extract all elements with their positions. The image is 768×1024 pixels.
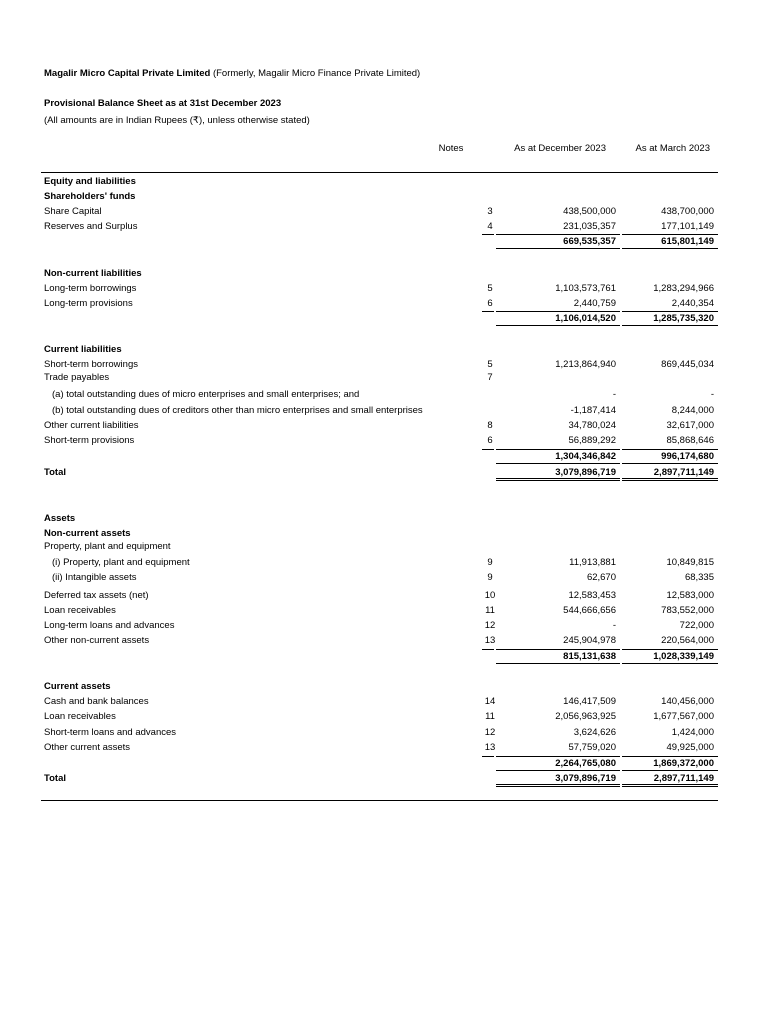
row-label: (a) total outstanding dues of micro enterprises and small enterprises; and	[52, 389, 360, 400]
row-label: Share Capital	[44, 206, 102, 217]
subtotal-rule-dec	[496, 311, 620, 312]
row-value-mar: 12,583,000	[666, 590, 714, 601]
subtotal-mar: 1,028,339,149	[653, 651, 714, 662]
total-liabilities-label: Total	[44, 467, 66, 478]
row-note: 8	[487, 420, 493, 431]
row-label: Long-term borrowings	[44, 283, 137, 294]
subtotal-underline-mar	[622, 463, 718, 464]
row-label: Long-term loans and advances	[44, 620, 175, 631]
subtotal-dec: 2,264,765,080	[555, 758, 616, 769]
row-note: 12	[484, 727, 496, 738]
row-value-dec: 2,056,963,925	[555, 711, 616, 722]
row-label: (b) total outstanding dues of creditors other than micro enterprises and small enterprises	[52, 405, 423, 416]
row-label: Deferred tax assets (net)	[44, 590, 149, 601]
row-label: Loan receivables	[44, 711, 116, 722]
total-assets-dec: 3,079,896,719	[555, 773, 616, 784]
row-value-dec: 245,904,978	[563, 635, 616, 646]
subtotal-dec: 1,304,346,842	[555, 451, 616, 462]
row-value-dec: 57,759,020	[568, 742, 616, 753]
row-note: 12	[484, 620, 496, 631]
subtotal-rule-dec	[496, 756, 620, 757]
subtotal-underline-dec	[496, 770, 620, 771]
row-value-mar: 68,335	[684, 572, 714, 583]
row-value-mar: 722,000	[679, 620, 714, 631]
sheet-title: Provisional Balance Sheet as at 31st December 2023	[44, 98, 282, 109]
row-note: 11	[485, 711, 495, 722]
row-value-dec: 62,670	[586, 572, 616, 583]
footer-rule	[41, 800, 718, 801]
assets-heading: Assets	[44, 513, 76, 524]
subtotal-dec: 1,106,014,520	[555, 313, 616, 324]
row-label: Short-term provisions	[44, 435, 135, 446]
current-liabilities-heading: Current liabilities	[44, 344, 122, 355]
row-value-dec: 11,913,881	[569, 557, 616, 568]
row-note: 5	[487, 283, 493, 294]
row-value-dec: 1,103,573,761	[555, 283, 616, 294]
row-label: Short-term borrowings	[44, 359, 138, 370]
subtotal-dec: 669,535,357	[563, 236, 616, 247]
subtotal-underline-mar	[622, 770, 718, 771]
company-former-name: (Formerly, Magalir Micro Finance Private Limited)	[212, 68, 421, 79]
total-liabilities-dec: 3,079,896,719	[555, 467, 616, 478]
row-value-mar: 85,868,646	[666, 435, 714, 446]
row-value-mar: 438,700,000	[661, 206, 714, 217]
row-value-dec: 146,417,509	[563, 696, 616, 707]
row-note: 7	[487, 372, 493, 383]
row-label: Short-term loans and advances	[44, 727, 177, 738]
row-value-dec: 34,780,024	[568, 420, 616, 431]
row-value-mar: -	[710, 389, 714, 400]
subtotal-rule-mar	[622, 756, 718, 757]
row-label: Loan receivables	[44, 605, 116, 616]
row-note: 10	[484, 590, 496, 601]
row-value-dec: 1,213,864,940	[555, 359, 616, 370]
row-value-mar: 140,456,000	[661, 696, 714, 707]
total-liabilities-dec-underline-2	[496, 480, 620, 481]
subtotal-rule-notes	[482, 234, 494, 235]
current-assets-heading: Current assets	[44, 681, 111, 692]
total-liabilities-dec-underline-1	[496, 478, 620, 479]
subtotal-rule-notes	[482, 649, 494, 650]
subtotal-underline-mar	[622, 663, 718, 664]
row-note: 6	[487, 298, 493, 309]
subtotal-rule-notes	[482, 449, 494, 450]
col-mar-header: As at March 2023	[635, 143, 710, 154]
header-rule	[41, 172, 718, 173]
row-value-dec: 3,624,626	[573, 727, 616, 738]
subtotal-underline-dec	[496, 325, 620, 326]
equity-heading: Equity and liabilities	[44, 176, 136, 187]
row-label: (i) Property, plant and equipment	[52, 557, 190, 568]
row-value-mar: 32,617,000	[666, 420, 714, 431]
subtotal-underline-dec	[496, 248, 620, 249]
row-note: 13	[484, 742, 496, 753]
row-value-mar: 177,101,149	[661, 221, 714, 232]
subtotal-rule-notes	[482, 756, 494, 757]
subtotal-rule-dec	[496, 449, 620, 450]
row-note: 4	[487, 221, 493, 232]
row-note: 9	[487, 572, 493, 583]
shareholders-heading: Shareholders' funds	[44, 191, 136, 202]
row-value-mar: 49,925,000	[666, 742, 714, 753]
row-note: 11	[485, 605, 495, 616]
col-notes-header: Notes	[438, 143, 464, 154]
row-label: Other current assets	[44, 742, 131, 753]
row-note: 14	[484, 696, 496, 707]
total-assets-label: Total	[44, 773, 66, 784]
row-value-mar: 869,445,034	[661, 359, 714, 370]
subtotal-rule-mar	[622, 649, 718, 650]
total-liabilities-mar-underline-2	[622, 480, 718, 481]
row-label: Trade payables	[44, 372, 110, 383]
row-value-mar: 8,244,000	[671, 405, 714, 416]
company-name: Magalir Micro Capital Private Limited	[44, 68, 211, 79]
row-value-dec: 12,583,453	[568, 590, 616, 601]
row-value-mar: 10,849,815	[666, 557, 714, 568]
subtotal-mar: 1,869,372,000	[653, 758, 714, 769]
subtotal-rule-dec	[496, 649, 620, 650]
row-value-dec: 438,500,000	[563, 206, 616, 217]
row-note: 3	[487, 206, 493, 217]
row-value-dec: -1,187,414	[570, 405, 616, 416]
subtotal-mar: 996,174,680	[661, 451, 714, 462]
row-value-mar: 1,677,567,000	[653, 711, 714, 722]
subtotal-rule-mar	[622, 449, 718, 450]
row-value-mar: 220,564,000	[661, 635, 714, 646]
row-label: Other non-current assets	[44, 635, 150, 646]
total-assets-mar: 2,897,711,149	[653, 773, 714, 784]
total-liabilities-mar-underline-1	[622, 478, 718, 479]
row-label: Reserves and Surplus	[44, 221, 138, 232]
subtotal-underline-dec	[496, 663, 620, 664]
ppe-heading: Property, plant and equipment	[44, 541, 171, 552]
total-assets-mar-underline-1	[622, 784, 718, 785]
row-label: Cash and bank balances	[44, 696, 149, 707]
subtotal-mar: 1,285,735,320	[653, 313, 714, 324]
row-note: 5	[487, 359, 493, 370]
subtotal-rule-dec	[496, 234, 620, 235]
col-dec-header: As at December 2023	[514, 143, 606, 154]
row-value-dec: -	[612, 620, 616, 631]
row-value-mar: 783,552,000	[661, 605, 714, 616]
subtotal-mar: 615,801,149	[661, 236, 714, 247]
total-liabilities-mar: 2,897,711,149	[653, 467, 714, 478]
row-value-mar: 1,283,294,966	[653, 283, 714, 294]
row-note: 6	[487, 435, 493, 446]
subtotal-underline-mar	[622, 325, 718, 326]
sheet-subtitle: (All amounts are in Indian Rupees (₹), unless otherwise stated)	[44, 115, 310, 126]
row-value-dec: -	[612, 389, 616, 400]
row-note: 9	[487, 557, 493, 568]
noncurrent-liabilities-heading: Non-current liabilities	[44, 268, 142, 279]
row-value-dec: 56,889,292	[568, 435, 616, 446]
row-label: (ii) Intangible assets	[52, 572, 137, 583]
subtotal-rule-notes	[482, 311, 494, 312]
row-value-dec: 2,440,759	[573, 298, 616, 309]
row-value-mar: 2,440,354	[671, 298, 714, 309]
row-value-dec: 544,666,656	[563, 605, 616, 616]
total-assets-dec-underline-2	[496, 786, 620, 787]
company-line	[44, 68, 420, 80]
subtotal-underline-dec	[496, 463, 620, 464]
total-assets-dec-underline-1	[496, 784, 620, 785]
total-assets-mar-underline-2	[622, 786, 718, 787]
row-label: Long-term provisions	[44, 298, 133, 309]
subtotal-rule-mar	[622, 311, 718, 312]
row-value-dec: 231,035,357	[563, 221, 616, 232]
row-value-mar: 1,424,000	[671, 727, 714, 738]
subtotal-rule-mar	[622, 234, 718, 235]
noncurrent-assets-heading: Non-current assets	[44, 528, 131, 539]
row-note: 13	[484, 635, 496, 646]
subtotal-dec: 815,131,638	[563, 651, 616, 662]
row-label: Other current liabilities	[44, 420, 139, 431]
subtotal-underline-mar	[622, 248, 718, 249]
